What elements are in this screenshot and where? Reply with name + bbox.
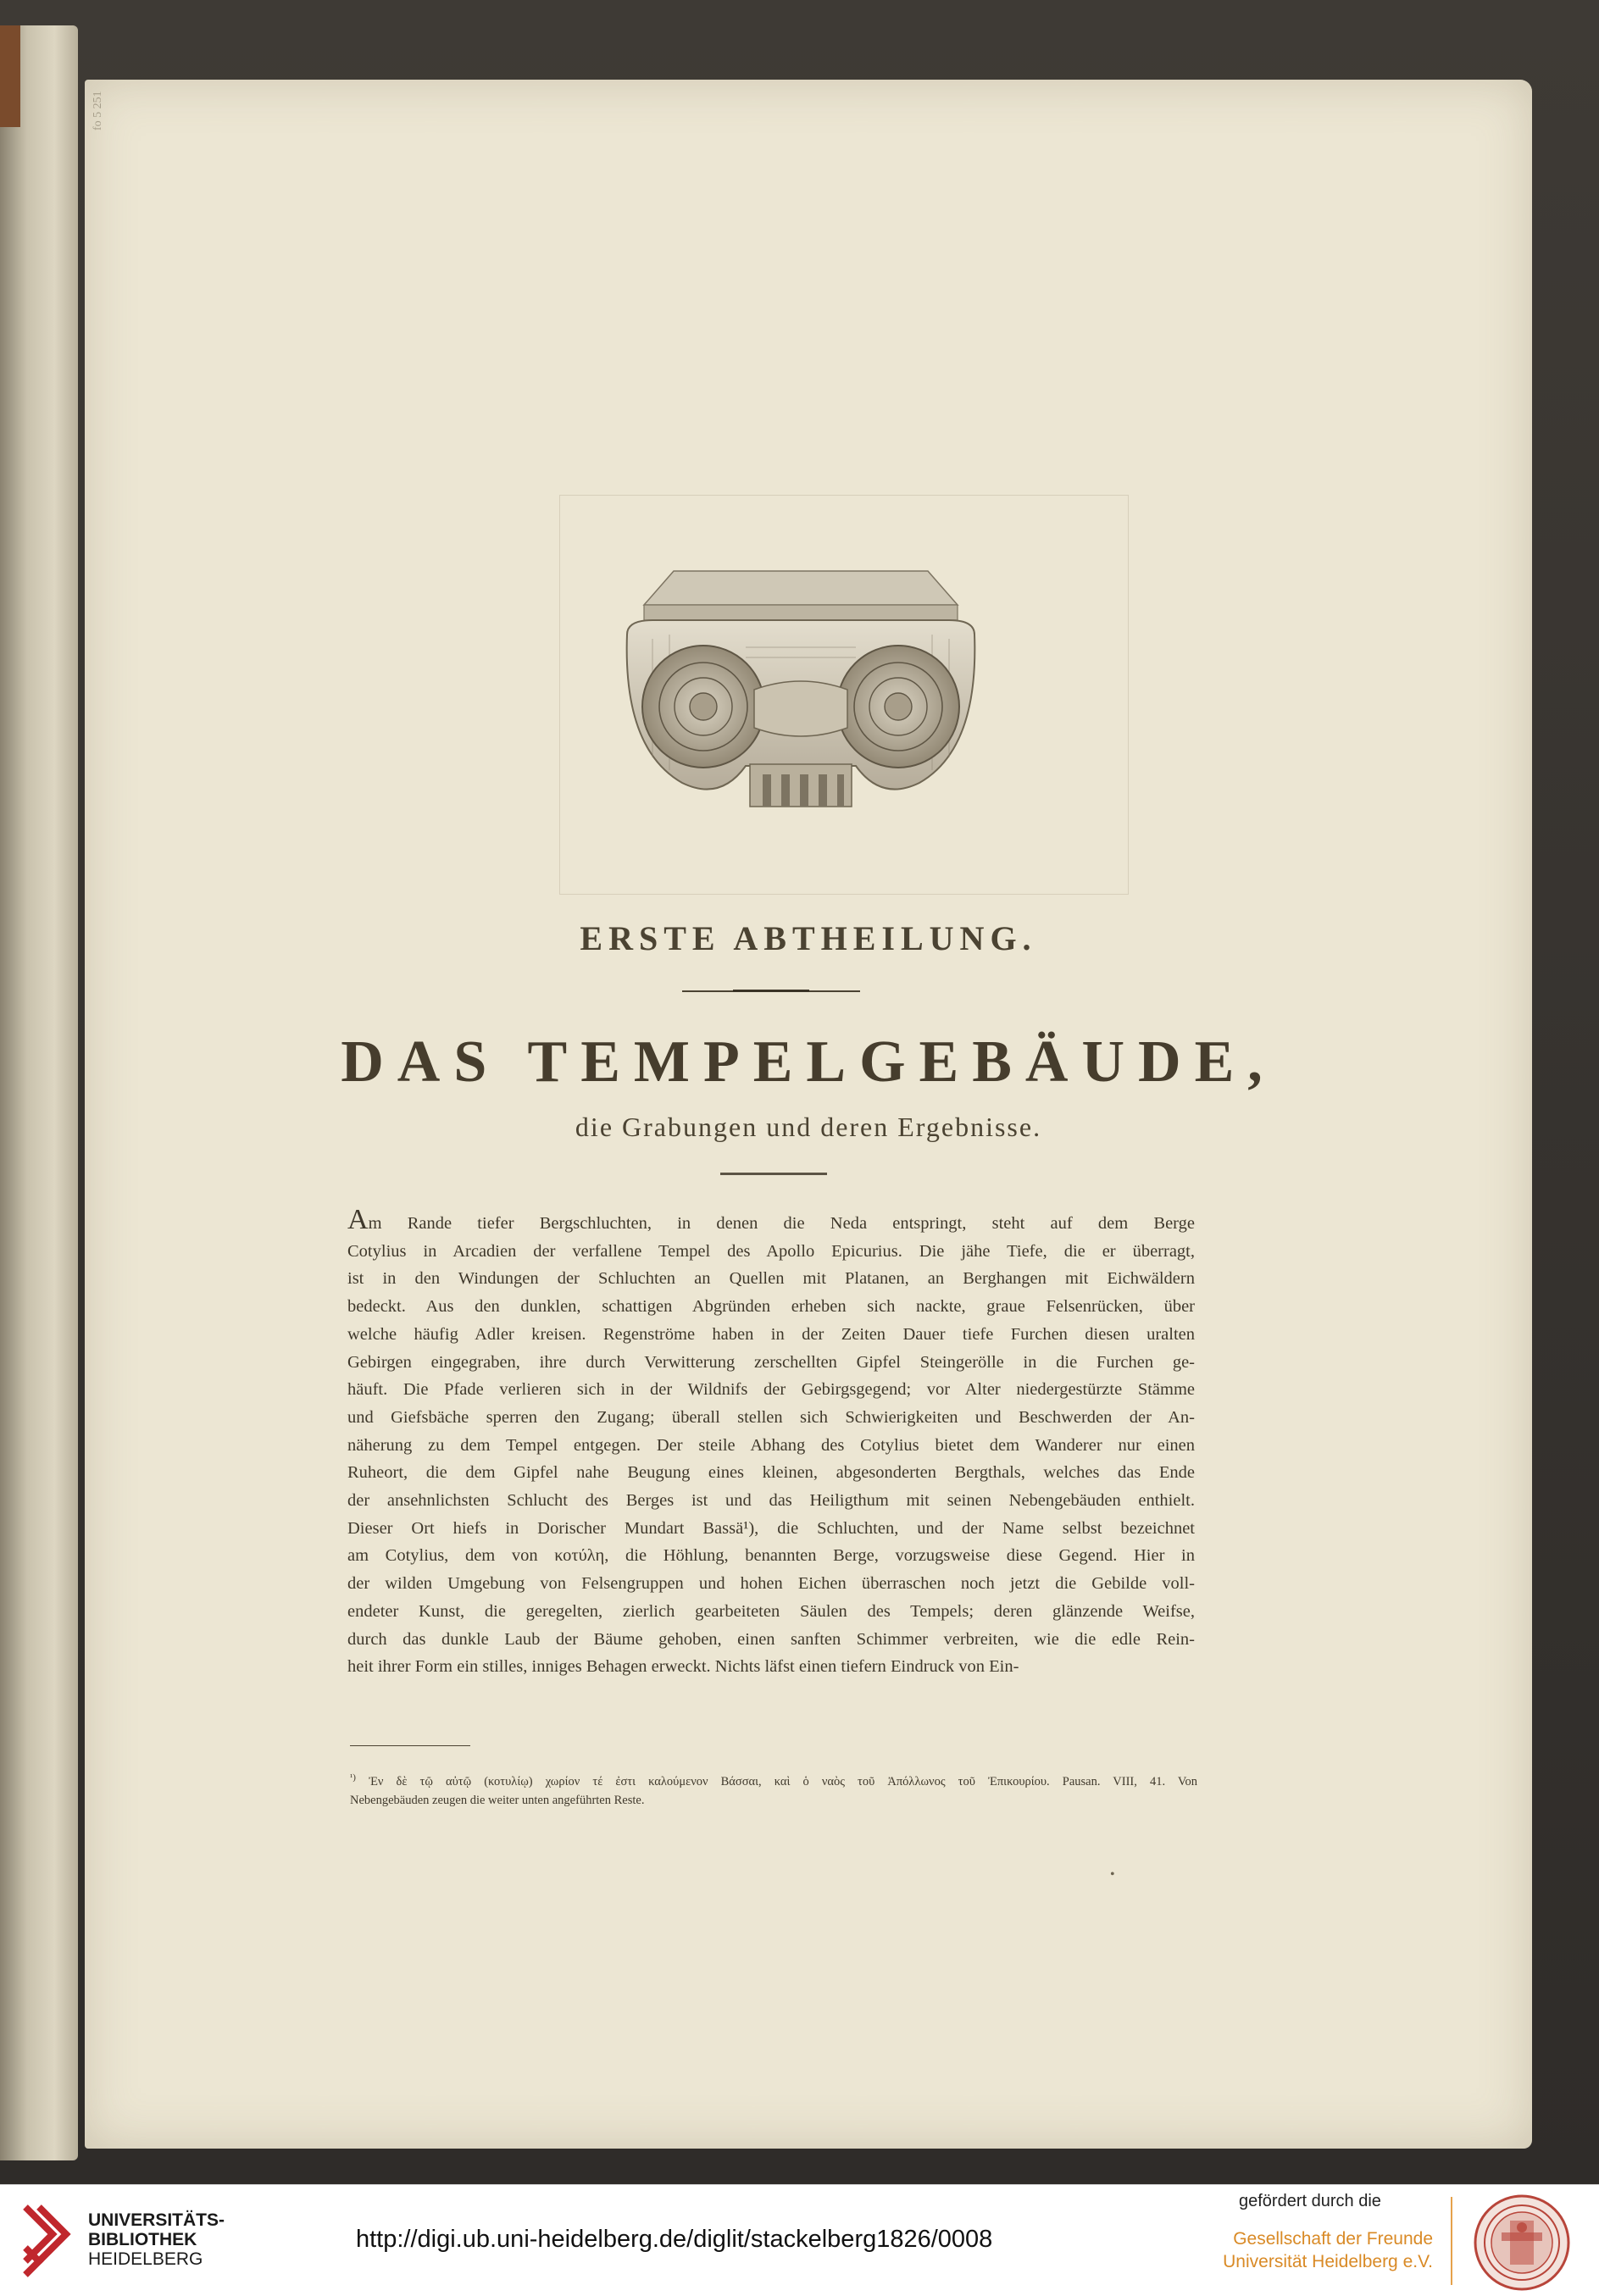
body-line-17: heit ihrer Form ein stilles, inniges Behagen erweckt. Nichts läfst einen tiefern Eindruck von Ein- bbox=[347, 1657, 1019, 1677]
body-line-10: Ruheort, die dem Gipfel nahe Beugung eines kleinen, abgesonderten Bergthals, welches das Ende bbox=[347, 1463, 1195, 1483]
subtitle-rule bbox=[720, 1173, 827, 1175]
body-line-9: näherung zu dem Tempel entgegen. Der steile Abhang des Cotylius bietet dem Wanderer nur einen bbox=[347, 1435, 1195, 1455]
society-line-2: Universität Heidelberg e.V. bbox=[1223, 2252, 1433, 2271]
body-line-3: ist in den Windungen der Schluchten an Quellen mit Platanen, an Berghangen mit Eichwäldern bbox=[347, 1269, 1195, 1289]
body-line-5: welche häufig Adler kreisen. Regenströme haben in der Zeiten Dauer tiefe Furchen diesen uralten bbox=[347, 1324, 1195, 1344]
chapter-subtitle: die Grabungen und deren Ergebnisse. bbox=[575, 1112, 1042, 1142]
section-heading: ERSTE ABTHEILUNG. bbox=[580, 919, 1037, 957]
footer-divider bbox=[1451, 2197, 1452, 2285]
body-line-12: Dieser Ort hiefs in Dorischer Mundart Bassä¹), die Schluchten, und der Name selbst bezeichnet bbox=[347, 1518, 1195, 1538]
university-seal-icon[interactable] bbox=[1473, 2193, 1571, 2292]
body-line-8: und Giefsbäche sperren den Zugang; überall stellen sich Schwierigkeiten und Beschwerden der An- bbox=[347, 1407, 1195, 1427]
chapter-title: DAS TEMPELGEBÄUDE, bbox=[341, 1029, 1276, 1095]
library-name[interactable] bbox=[88, 2210, 225, 2269]
body-line-15: endeter Kunst, die geregelten, zierlich gearbeiteten Säulen des Tempels; deren glänzende Weifse, bbox=[347, 1601, 1195, 1621]
footnote-line-1: $^{^1)}$ Ἐν δὲ τῷ αὐτῷ (κοτυλίῳ) χωρίον τέ ἐστι καλούμενον Βάσσαι, καὶ ὁ ναὸς τοῦ Ἀπόλλωνος τοῦ Ἐπικουρίου. Pausan. VIII, 41. Von bbox=[350, 1772, 1198, 1789]
body-line-7: häuft. Die Pfade verlieren sich in der Wildnifs der Gebirgsgegend; vor Alter niedergestürzte Stämme bbox=[347, 1380, 1195, 1400]
left-page-edge bbox=[0, 25, 78, 2160]
book-page bbox=[85, 80, 1532, 2149]
heading-rule bbox=[682, 990, 860, 992]
footnote-line-2: Nebengebäuden zeugen die weiter unten angeführten Reste. bbox=[350, 1793, 645, 1807]
body-line-1: Am Rande tiefer Bergschluchten, in denen die Neda entspringt, steht auf dem Berge bbox=[347, 1204, 1195, 1235]
footer-bar bbox=[0, 2184, 1599, 2296]
footnote bbox=[350, 1768, 1197, 1810]
body-line-16: durch das dunkle Laub der Bäume gehoben, einen sanften Schimmer verbreiten, wie die edle Rein- bbox=[347, 1629, 1195, 1649]
body-line-11: der ansehnlichsten Schlucht des Berges ist und das Heiligthum mit seinen Nebengebäuden enthielt. bbox=[347, 1491, 1195, 1511]
society-name[interactable] bbox=[1223, 2227, 1433, 2273]
permalink-url[interactable]: http://digi.ub.uni-heidelberg.de/diglit/stackelberg1826/0008 bbox=[356, 2226, 993, 2253]
library-line-1: UNIVERSITÄTS- bbox=[88, 2210, 225, 2230]
body-line-2: Cotylius in Arcadien der verfallene Tempel des Apollo Epicurius. Die jähe Tiefe, die er überragt, bbox=[347, 1241, 1195, 1261]
body-line-4: bedeckt. Aus den dunklen, schattigen Abgründen erheben sich nackte, graue Felsenrücken, über bbox=[347, 1297, 1195, 1317]
body-line-6: Gebirgen eingegraben, ihre durch Verwitterung zerschellten Gipfel Steingerölle in die Furchen ge- bbox=[347, 1352, 1195, 1372]
footnote-number: ¹) bbox=[350, 1772, 356, 1783]
ub-heidelberg-logo-icon[interactable] bbox=[19, 2200, 73, 2282]
library-line-2: BIBLIOTHEK bbox=[88, 2230, 197, 2249]
book-cover-corner bbox=[0, 25, 20, 127]
page-speck: • bbox=[1110, 1867, 1115, 1882]
body-line-14: der wilden Umgebung von Felsengruppen und hohen Eichen überraschen noch jetzt die Gebilde voll- bbox=[347, 1574, 1195, 1594]
pencil-annotation: fo 5 251 bbox=[92, 91, 104, 130]
body-paragraph bbox=[347, 1206, 1195, 1681]
drop-cap: A bbox=[347, 1204, 369, 1235]
body-line-13: am Cotylius, dem von κοτύλη, die Höhlung, benannten Berge, vorzugsweise diese Gegend. Hier in bbox=[347, 1546, 1195, 1566]
funded-by-label: gefördert durch die bbox=[1239, 2192, 1381, 2210]
library-line-3: HEIDELBERG bbox=[88, 2249, 203, 2269]
footnote-rule bbox=[350, 1745, 470, 1746]
ionic-capital-illustration-icon bbox=[593, 554, 1008, 859]
society-line-1: Gesellschaft der Freunde bbox=[1233, 2229, 1433, 2249]
